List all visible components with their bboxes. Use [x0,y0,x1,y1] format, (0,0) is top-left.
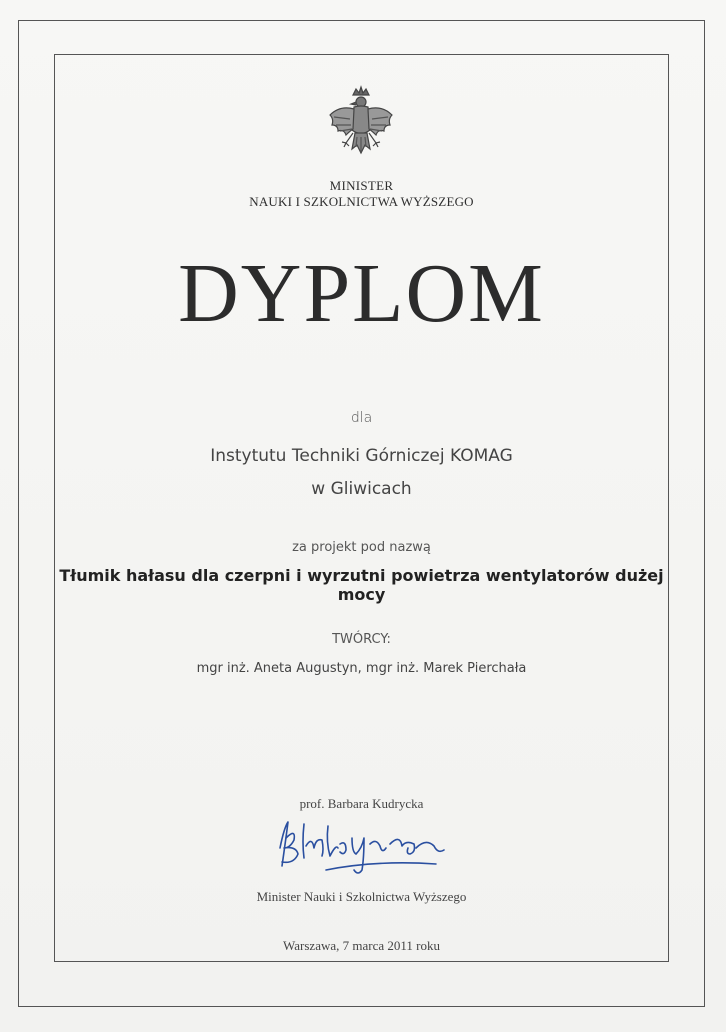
recipient-name: Instytutu Techniki Górniczej KOMAG [210,446,513,466]
recipient-location: w Gliwicach [311,479,412,499]
handwritten-signature [266,808,456,880]
authors-list: mgr inż. Aneta Augustyn, mgr inż. Marek Pierchała [196,661,527,676]
authors-label: TWÓRCY: [332,632,391,647]
for-label: dla [350,410,373,426]
project-title: Tłumik hałasu dla czerpni i wyrzutni powietrza wentylatorów dużej mocy [59,566,664,604]
signatory-role: Minister Nauki i Szkolnictwa Wyższego [256,889,467,904]
project-intro: za projekt pod nazwą [292,540,431,555]
signatory-name: prof. Barbara Kudrycka [299,796,424,811]
polish-eagle-icon [326,85,396,165]
issuer-title: MINISTER [329,178,394,193]
issuer-subtitle: NAUKI I SZKOLNICTWA WYŻSZEGO [249,194,474,209]
document-title: DYPLOM [178,247,545,340]
place-date: Warszawa, 7 marca 2011 roku [283,938,440,953]
